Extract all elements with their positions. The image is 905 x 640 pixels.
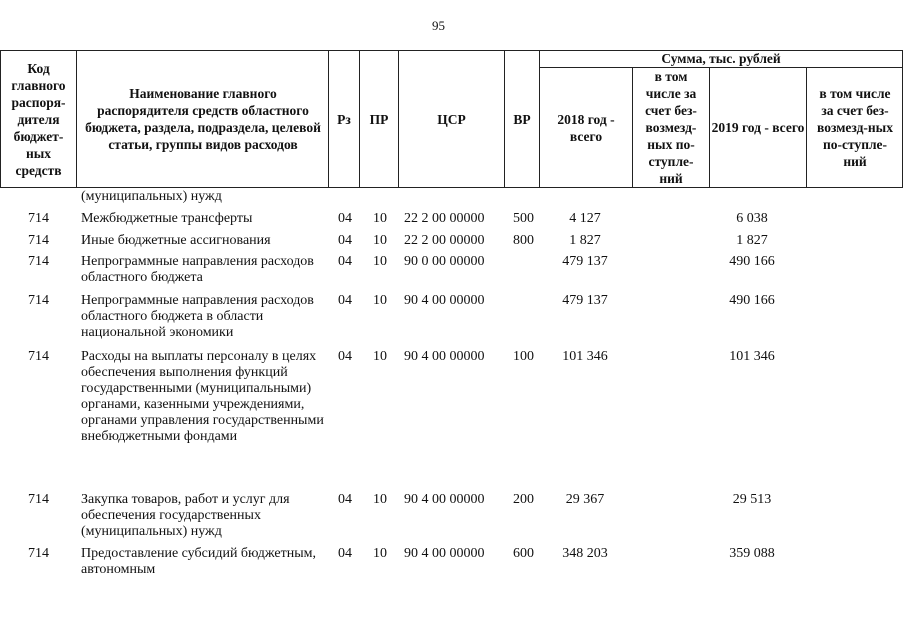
row-name: Непрограммные направления расходов областного бюджета в области национальной экономики <box>81 293 314 340</box>
row-name: Закупка товаров, работ и услуг для обеспечения государственных (муниципальных) нужд <box>81 492 290 539</box>
header-vline <box>806 67 807 188</box>
row-code: 714 <box>28 254 49 269</box>
row-sum-2018: 479 137 <box>562 254 608 269</box>
header-2018-total: 2018 год - всего <box>557 111 615 144</box>
row-vr: 500 <box>513 211 534 226</box>
row-name: Непрограммные направления расходов областного бюджета <box>81 254 314 285</box>
header-vline <box>0 50 1 188</box>
row-rz: 04 <box>338 349 352 364</box>
row-rz: 04 <box>338 546 352 561</box>
row-pr: 10 <box>373 233 387 248</box>
row-name: Иные бюджетные ассигнования <box>81 233 271 248</box>
header-code: Код главного распоря-дителя бюджет-ных средств <box>11 60 66 178</box>
row-csr: 90 4 00 00000 <box>404 349 485 364</box>
page-number: 95 <box>432 18 445 33</box>
header-2019-incl: в том числе за счет без-возмезд-ных по-ступле-ний <box>817 86 893 169</box>
header-pr: ПР <box>369 111 389 127</box>
row-csr: 90 4 00 00000 <box>404 492 485 507</box>
row-sum-2019: 6 038 <box>736 211 768 226</box>
header-vline <box>902 50 903 188</box>
row-vr: 800 <box>513 233 534 248</box>
row-sum-2019: 1 827 <box>736 233 768 248</box>
row-csr: 90 4 00 00000 <box>404 293 485 308</box>
row-pr: 10 <box>373 293 387 308</box>
row-code: 714 <box>28 349 49 364</box>
row-pr: 10 <box>373 492 387 507</box>
row-csr: 90 4 00 00000 <box>404 546 485 561</box>
row-csr: 90 0 00 00000 <box>404 254 485 269</box>
row-pr: 10 <box>373 349 387 364</box>
row-csr: 22 2 00 00000 <box>404 233 485 248</box>
row-code: 714 <box>28 233 49 248</box>
header-name: Наименование главного распорядителя средств областного бюджета, раздела, подраздела, целевой статьи, группы видов расходов <box>85 86 321 152</box>
row-name: Предоставление субсидий бюджетным, автономным <box>81 546 317 577</box>
header-vr: ВР <box>513 111 531 127</box>
row-rz: 04 <box>338 211 352 226</box>
row-vr: 600 <box>513 546 534 561</box>
row-csr: 22 2 00 00000 <box>404 211 485 226</box>
row-rz: 04 <box>338 492 352 507</box>
row-pr: 10 <box>373 546 387 561</box>
row-sum-2019: 490 166 <box>729 293 775 308</box>
row-code: 714 <box>28 546 49 561</box>
header-csr: ЦСР <box>437 111 466 127</box>
row-rz: 04 <box>338 293 352 308</box>
row-sum-2019: 29 513 <box>732 492 772 507</box>
header-2019-total: 2019 год - всего <box>711 120 805 135</box>
row-vr: 200 <box>513 492 534 507</box>
header-sum: Сумма, тыс. рублей <box>661 51 781 66</box>
header-rz: Рз <box>337 111 351 127</box>
table-header <box>0 50 905 188</box>
row-pr: 10 <box>373 211 387 226</box>
row-sum-2018: 29 367 <box>565 492 605 507</box>
row-sum-2018: 479 137 <box>562 293 608 308</box>
header-2018-incl: в том числе за счет без-возмезд-ных по-ступле-ний <box>645 69 697 186</box>
row-code: 714 <box>28 211 49 226</box>
row-sum-2018: 1 827 <box>569 233 601 248</box>
row-rz: 04 <box>338 254 352 269</box>
row-sum-2019: 359 088 <box>729 546 775 561</box>
row-code: 714 <box>28 293 49 308</box>
header-vline <box>632 67 633 188</box>
row-name: Расходы на выплаты персоналу в целях обеспечения выполнения функций государственными (муниципальными) органами, казенными учреждениями, органами управления государственными внебюджетными фондами <box>81 349 324 444</box>
continuation-text: (муниципальных) нужд <box>81 189 222 204</box>
row-sum-2019: 490 166 <box>729 254 775 269</box>
row-pr: 10 <box>373 254 387 269</box>
row-name: Межбюджетные трансферты <box>81 211 253 226</box>
row-sum-2018: 101 346 <box>562 349 608 364</box>
row-sum-2018: 348 203 <box>562 546 608 561</box>
header-vline <box>76 50 77 188</box>
header-bottom-border <box>0 187 903 188</box>
row-sum-2018: 4 127 <box>569 211 601 226</box>
row-vr: 100 <box>513 349 534 364</box>
row-rz: 04 <box>338 233 352 248</box>
row-sum-2019: 101 346 <box>729 349 775 364</box>
row-code: 714 <box>28 492 49 507</box>
